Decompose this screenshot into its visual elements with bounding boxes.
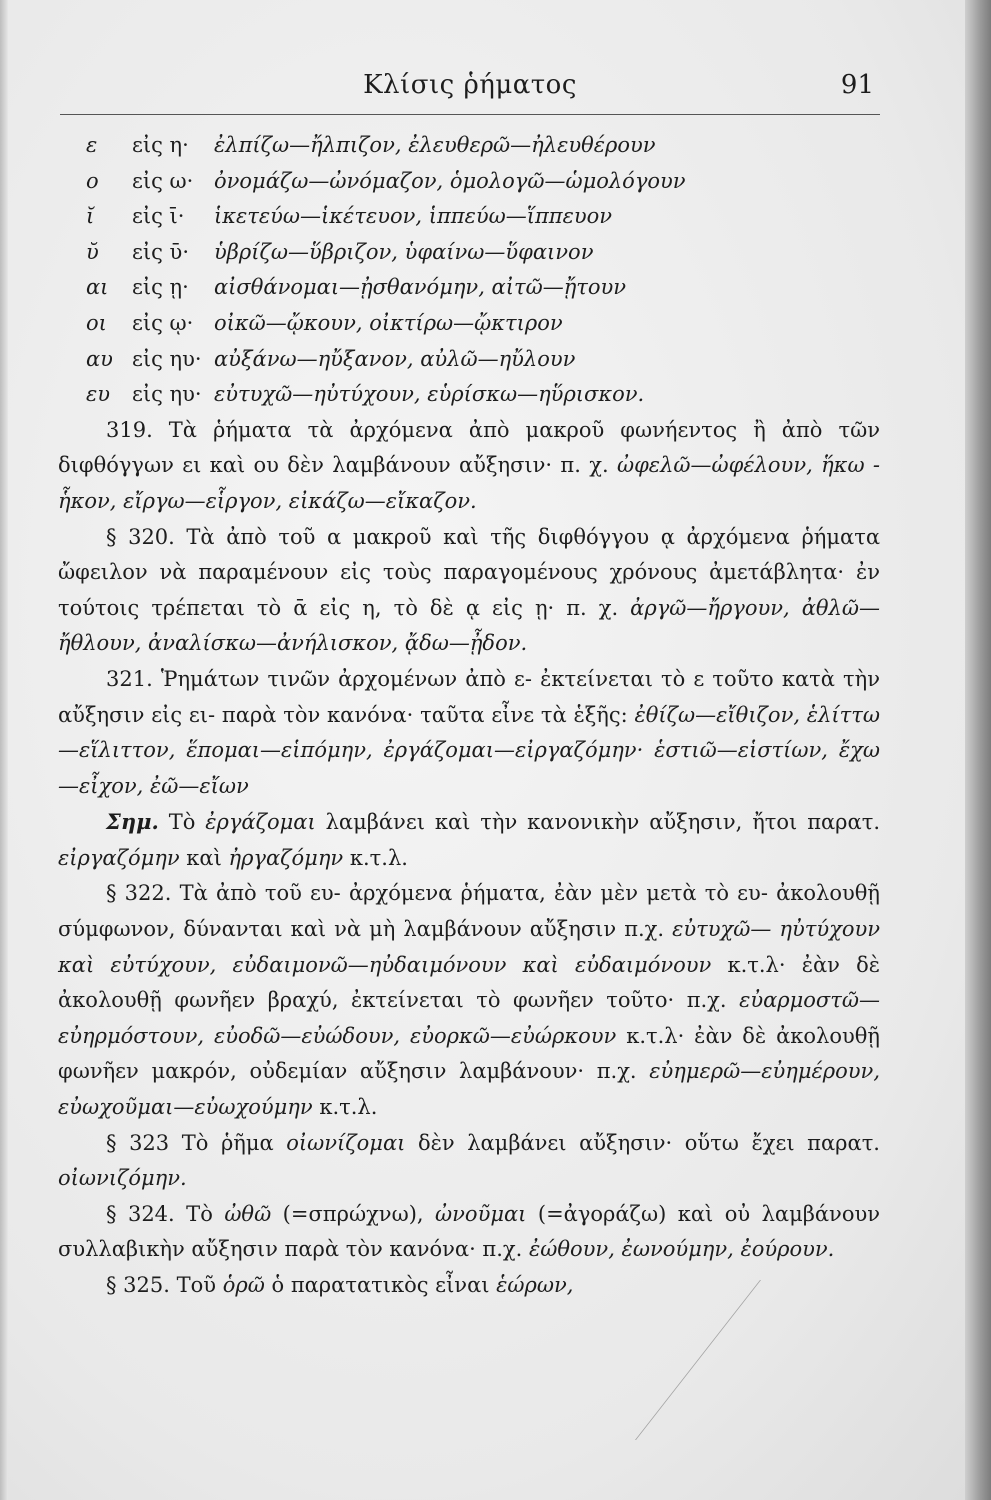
example-words: ἀργῶ—ἤργουν, ἀθλῶ—ἤθλουν, ἀναλίσκω—ἀνήλισκον, ᾄδω—ᾖδον. xyxy=(58,595,880,656)
example-words: ἠργαζόμην xyxy=(228,845,344,870)
rule-examples: ἱκετεύω—ἱκέτευον, ἱππεύω—ἵππευον xyxy=(214,204,613,229)
rule-into: εἰς ηυ· xyxy=(132,346,202,371)
paragraph-320 xyxy=(58,520,880,662)
paragraph-text: § 320. Τὰ ἀπὸ τοῦ α μακροῦ καὶ τῆς διφθόγγου ᾳ ἀρχόμενα ῥήματα ὤφειλον νὰ παραμένουν εἰς τοὺς παραγομένους χρόνους ἀμετάβλητα· ἐν τούτοις τρέπεται τὸ ᾱ εἰς η, τὸ δὲ ᾳ εἰς ῃ· π. χ. xyxy=(58,524,880,620)
rule-row xyxy=(58,164,880,200)
paragraph-text: 319. Τὰ ῥήματα τὰ ἀρχόμενα ἀπὸ μακροῦ φωνήεντος ἢ ἀπὸ τῶν διφθόγγων ει καὶ ου δὲν λαμβάνουν αὔξησιν· π. χ. xyxy=(58,417,880,478)
rule-vowel: ο xyxy=(86,168,99,193)
rule-into: εἰς ῃ· xyxy=(132,275,189,300)
example-words: ὠθῶ xyxy=(224,1201,272,1226)
paragraph-text: κ.τ.λ· ἐὰν δὲ ἀκολουθῇ φωνῆεν μακρόν, οὐδεμίαν αὔξησιν λαμβάνουν· π.χ. xyxy=(58,1023,880,1084)
example-words: ἑώρων, xyxy=(496,1273,574,1297)
rule-vowel: αυ xyxy=(86,346,113,371)
rule-examples: ὑβρίζω—ὕβριζον, ὑφαίνω—ὕφαινον xyxy=(214,239,594,264)
rule-into: εἰς ω· xyxy=(132,168,194,193)
rule-vowel: ῠ xyxy=(86,239,99,264)
example-words: ἐργάζομαι xyxy=(205,810,316,835)
example-words: ὁρῶ xyxy=(222,1273,265,1297)
running-title: Κλίσις ῥήματος xyxy=(363,70,577,100)
paragraph-text: καὶ xyxy=(179,845,229,870)
example-words: ὠφελῶ—ὠφέλουν, ἥκω - ἧκον, εἴργω—εἷργον, εἰκάζω—εἴκαζον. xyxy=(58,453,880,513)
paragraph-319 xyxy=(58,413,880,520)
paragraph-324 xyxy=(58,1197,880,1268)
rule-examples: ἐλπίζω—ἤλπιζον, ἐλευθερῶ—ἠλευθέρουν xyxy=(214,133,656,157)
page-left-edge xyxy=(0,0,8,1500)
paragraph-text: δὲν λαμβάνει αὔξησιν· οὕτω ἔχει παρατ. xyxy=(405,1130,880,1155)
body-text xyxy=(58,128,880,1304)
rule-into: εἰς ηυ· xyxy=(132,382,202,407)
rule-vowel: ε xyxy=(86,133,98,157)
rule-row xyxy=(58,377,880,413)
rule-row xyxy=(58,199,880,235)
paragraph-text: § 324. Τὸ xyxy=(106,1201,225,1226)
page-crease-line xyxy=(635,1280,941,1440)
paragraph-text: § 322. Τὰ ἀπὸ τοῦ ευ- ἀρχόμενα ῥήματα, ἐὰν μὲν μετὰ τὸ ευ- ἀκολουθῇ σύμφωνον, δύνανται καὶ νὰ μὴ λαμβάνουν αὔξησιν π.χ. xyxy=(58,881,880,942)
rule-row xyxy=(58,235,880,271)
note-paragraph xyxy=(58,804,880,876)
example-words: εὐαρμοστῶ—εὐηρμόστουν, εὐοδῶ—εὐώδουν, εὐορκῶ—εὐώρκουν xyxy=(58,988,880,1048)
rule-into: εἰς ῑ· xyxy=(132,204,185,229)
paragraph-text: § 325. Τοῦ xyxy=(106,1273,223,1297)
rule-into: εἰς ῳ· xyxy=(132,310,194,335)
paragraph-text: ὁ παρατατικὸς εἶναι xyxy=(264,1273,497,1297)
paragraph-text: (=ἀγοράζω) καὶ οὐ λαμβάνουν συλλαβικὴν αὔξησιν παρὰ τὸν κανόνα· π.χ. xyxy=(58,1201,881,1262)
example-words: ἐθίζω—εἴθιζον, ἑλίττω—εἵλιττον, ἕπομαι—εἱπόμην, ἐργάζομαι—εἰργαζόμην· ἑστιῶ—εἱστίων, ἔχω—εἶχον, ἐῶ—εἴων xyxy=(58,702,880,798)
paragraph-text: (=σπρώχνω), xyxy=(271,1201,436,1226)
rule-examples: αἰσθάνομαι—ᾐσθανόμην, αἰτῶ—ᾔτουν xyxy=(214,275,627,300)
page-right-edge xyxy=(965,0,991,1500)
paragraph-text: Τὸ xyxy=(158,810,206,835)
paragraph-text: κ.τ.λ. xyxy=(312,1095,378,1120)
rule-examples: εὐτυχῶ—ηὐτύχουν, εὑρίσκω—ηὕρισκον. xyxy=(214,382,645,407)
example-words: εἰργαζόμην xyxy=(58,845,180,870)
rule-into: εἰς η· xyxy=(132,133,189,157)
example-words: εὐημερῶ—εὐημέρουν, εὐωχοῦμαι—εὐωχούμην xyxy=(58,1059,880,1120)
example-words: εὐτυχῶ— ηὐτύχουν καὶ εὐτύχουν, εὐδαιμονῶ—ηὐδαιμόνουν καὶ εὐδαιμόνουν xyxy=(58,917,881,977)
example-words: οἰωνιζόμην. xyxy=(58,1166,187,1191)
rule-vowel: οι xyxy=(86,310,107,335)
rule-examples: ὀνομάζω—ὠνόμαζον, ὁμολογῶ—ὡμολόγουν xyxy=(214,168,686,193)
rule-vowel: ῐ xyxy=(86,204,95,229)
rule-row xyxy=(58,128,880,164)
paragraph-text: κ.τ.λ· ἐὰν δὲ ἀκολουθῇ φωνῆεν βραχύ, ἐκτείνεται τὸ φωνῆεν τοῦτο· π.χ. xyxy=(58,952,880,1013)
example-words: οἰωνίζομαι xyxy=(286,1130,406,1155)
paragraph-text: κ.τ.λ. xyxy=(343,845,408,870)
page-number: 91 xyxy=(840,70,874,100)
rule-row xyxy=(58,342,880,378)
paragraph-text: § 323 Τὸ ῥῆμα xyxy=(106,1130,287,1155)
example-words: ὠνοῦμαι xyxy=(435,1201,527,1226)
paragraph-text: 321. Ῥημάτων τινῶν ἀρχομένων ἀπὸ ε- ἐκτείνεται τὸ ε τοῦτο κατὰ τὴν αὔξησιν εἰς ει- παρὰ τὸν κανόνα· ταῦτα εἶνε τὰ ἑξῆς: xyxy=(58,666,880,727)
rule-row xyxy=(58,306,880,342)
note-label: Σημ. xyxy=(106,809,159,835)
page-header xyxy=(60,58,880,115)
paragraph-323 xyxy=(58,1126,880,1197)
paragraph-text: λαμβάνει καὶ τὴν κανονικὴν αὔξησιν, ἤτοι παρατ. xyxy=(315,810,880,835)
rule-vowel: αι xyxy=(86,275,109,300)
paragraph-322 xyxy=(58,876,880,1125)
rule-examples: οἰκῶ—ᾤκουν, οἰκτίρω—ᾤκτιρον xyxy=(214,310,563,335)
paragraph-321 xyxy=(58,662,880,804)
example-words: ἐώθουν, ἐωνούμην, ἐούρουν. xyxy=(528,1237,835,1262)
rule-into: εἰς ῡ· xyxy=(132,239,189,264)
rule-row xyxy=(58,270,880,306)
rule-vowel: ευ xyxy=(86,382,111,407)
rule-examples: αὐξάνω—ηὔξανον, αὐλῶ—ηὔλουν xyxy=(214,346,576,371)
